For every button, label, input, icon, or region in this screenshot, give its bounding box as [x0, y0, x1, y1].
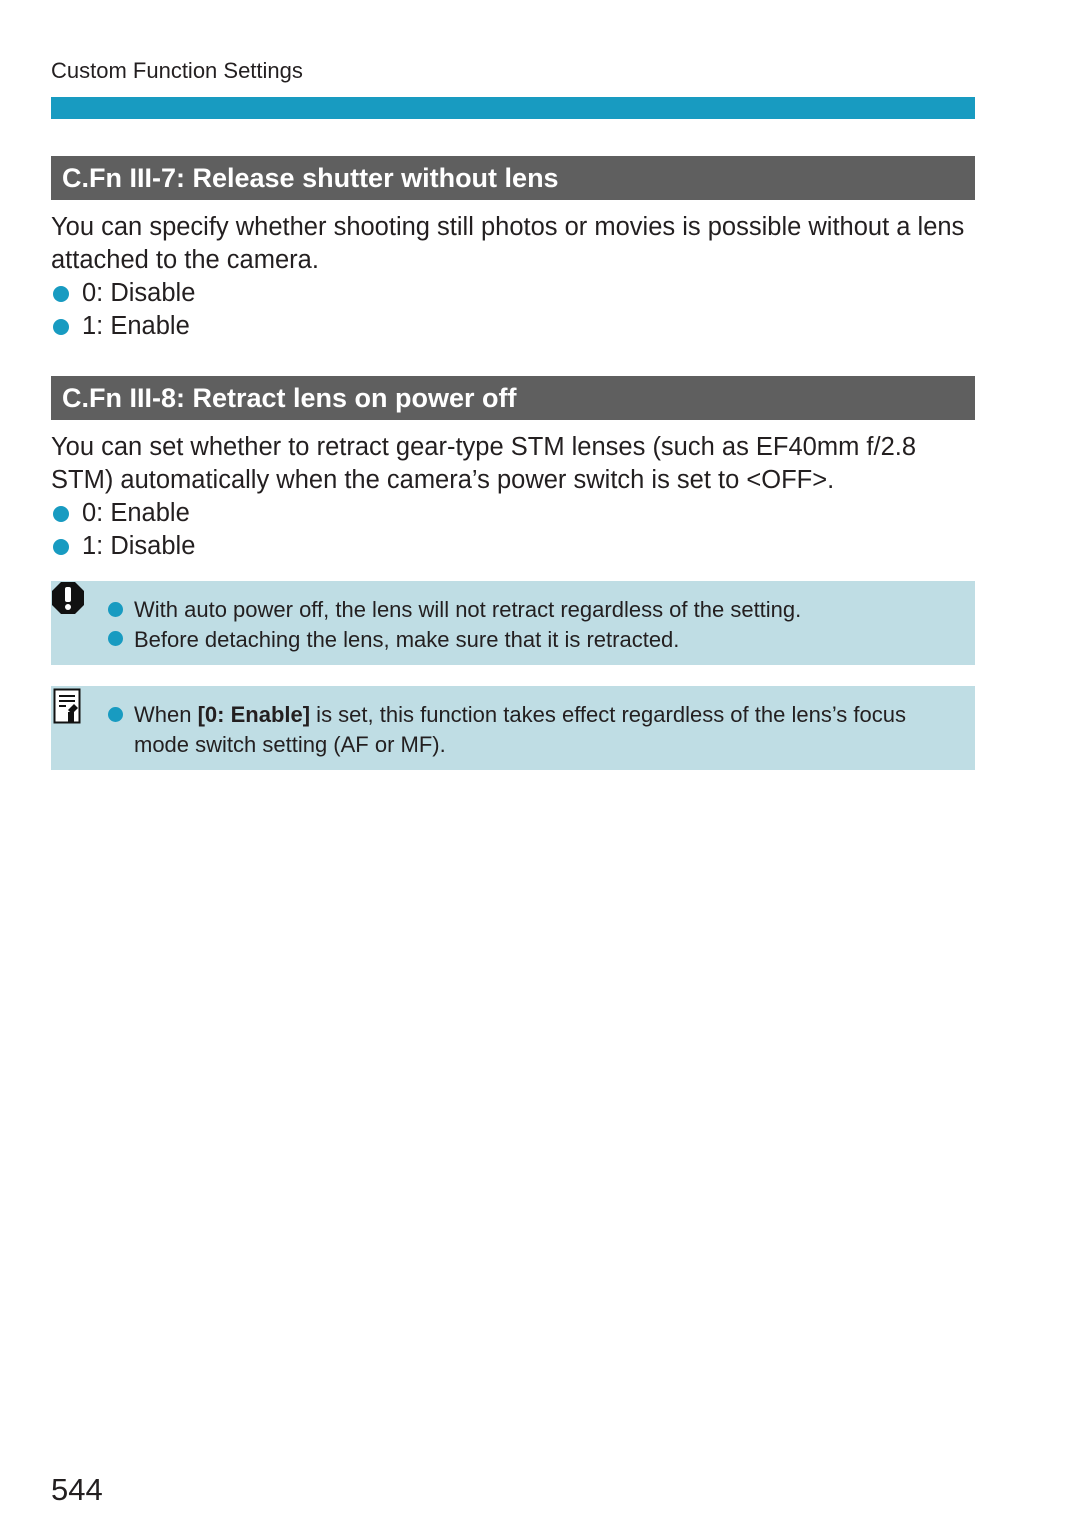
note-box — [51, 686, 975, 770]
option-label: 0: Disable — [82, 279, 196, 307]
bullet-icon — [53, 539, 69, 555]
caution-text: With auto power off, the lens will not retract regardless of the setting. — [134, 597, 802, 622]
section-heading-cfn-iii-7: C.Fn III-7: Release shutter without lens — [51, 156, 975, 200]
note-setting-name: [0: Enable] — [197, 702, 311, 727]
option-item — [51, 310, 195, 343]
memo-icon — [53, 688, 83, 726]
caution-list — [107, 595, 801, 654]
section-description-cfn-iii-8: You can set whether to retract gear-type STM lenses (such as EF40mm f/2.8 STM) automatically when the camera’s power switch is set to <OFF>. — [51, 433, 917, 494]
caution-text: Before detaching the lens, make sure that it is retracted. — [134, 626, 680, 652]
note-text-prefix: When — [134, 702, 198, 727]
option-list-cfn-iii-7 — [51, 277, 195, 343]
caution-item — [107, 625, 801, 655]
caution-icon — [51, 581, 85, 615]
note-list — [107, 700, 927, 759]
bullet-icon — [108, 602, 123, 617]
page-number: 544 — [51, 1472, 103, 1507]
caution-item — [107, 595, 801, 625]
note-text-suffix: is set, this function takes effect regardless of the lens’s focus mode switch setting (AF or MF). — [134, 702, 907, 757]
section-description-cfn-iii-7: You can specify whether shooting still photos or movies is possible without a lens attached to the camera. — [51, 213, 965, 274]
option-label: 1: Enable — [82, 312, 190, 340]
bullet-icon — [53, 286, 69, 302]
section-heading-cfn-iii-8: C.Fn III-8: Retract lens on power off — [51, 376, 975, 420]
running-head: Custom Function Settings — [51, 58, 303, 83]
note-item — [107, 700, 927, 759]
header-accent-bar — [51, 97, 975, 119]
option-label: 0: Enable — [82, 499, 190, 527]
option-item — [51, 530, 195, 563]
option-list-cfn-iii-8 — [51, 497, 195, 563]
bullet-icon — [53, 506, 69, 522]
bullet-icon — [108, 631, 123, 646]
option-item — [51, 497, 195, 530]
bullet-icon — [53, 319, 69, 335]
caution-box — [51, 581, 975, 665]
option-label: 1: Disable — [82, 532, 196, 560]
bullet-icon — [108, 707, 123, 722]
option-item — [51, 277, 195, 310]
